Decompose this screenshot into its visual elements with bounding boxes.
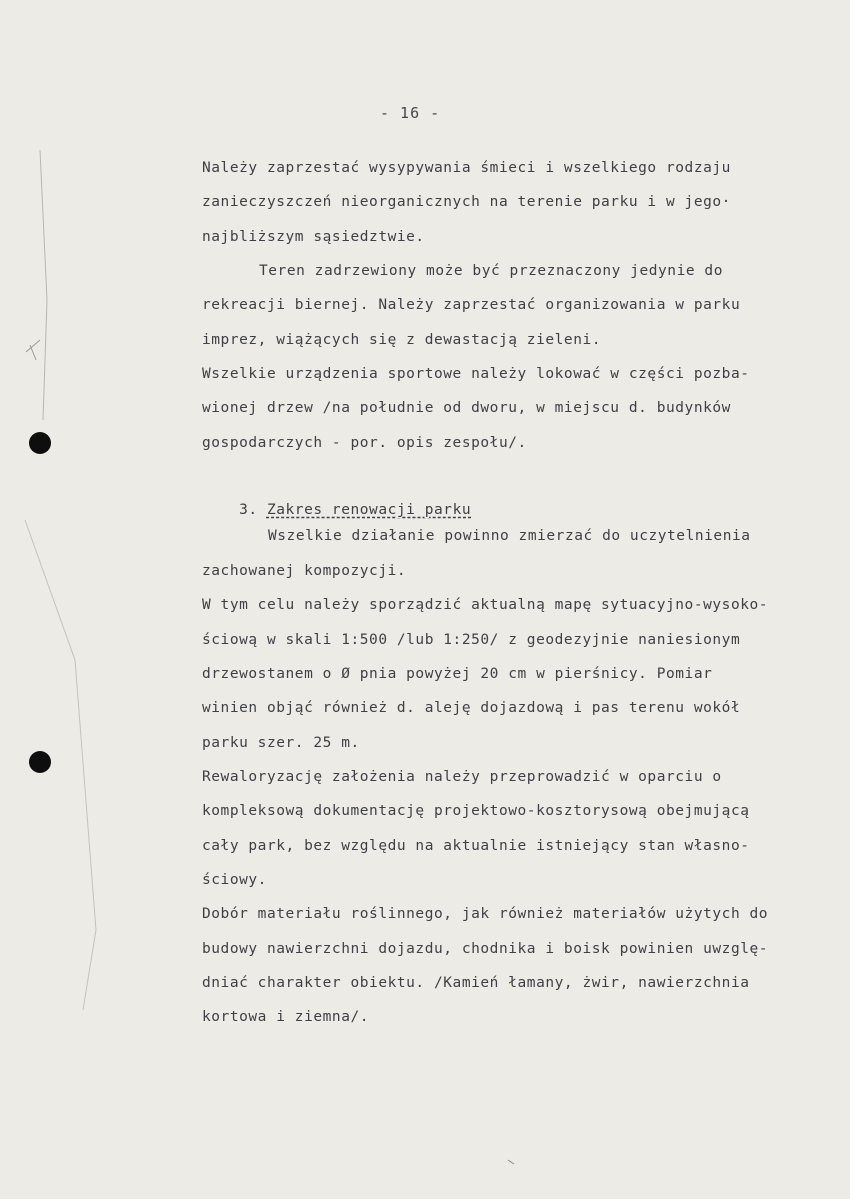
text-line: cały park, bez względu na aktualnie istniejący stan własno- xyxy=(202,838,750,854)
section-title: Zakres renowacji parku xyxy=(266,502,472,518)
text-line: gospodarczych - por. opis zespołu/. xyxy=(202,435,527,451)
text-line: Dobór materiału roślinnego, jak również materiałów użytych do xyxy=(202,906,769,922)
section-heading xyxy=(202,486,471,534)
text-line: kortowa i ziemna/. xyxy=(202,1009,370,1025)
text-line: ściowy. xyxy=(202,872,267,888)
text-line: dniać charakter obiektu. /Kamień łamany, żwir, nawierzchnia xyxy=(202,975,750,991)
text-line: winien objąć również d. aleję dojazdową i pas terenu wokół xyxy=(202,700,741,716)
text-line: zachowanej kompozycji. xyxy=(202,563,407,579)
text-line: Wszelkie urządzenia sportowe należy lokować w części pozba- xyxy=(202,366,750,382)
text-line: parku szer. 25 m. xyxy=(202,735,360,751)
text-line: rekreacji biernej. Należy zaprzestać organizowania w parku xyxy=(202,297,741,313)
text-line: ściową w skali 1:500 /lub 1:250/ z geodezyjnie naniesionym xyxy=(202,632,741,648)
text-line: W tym celu należy sporządzić aktualną mapę sytuacyjno-wysoko- xyxy=(202,597,769,613)
text-line: Należy zaprzestać wysypywania śmieci i wszelkiego rodzaju xyxy=(202,160,731,176)
text-line: najbliższym sąsiedztwie. xyxy=(202,229,425,245)
text-line: imprez, wiążących się z dewastacją zieleni. xyxy=(202,332,602,348)
punch-hole-top xyxy=(29,432,51,454)
section-number: 3. xyxy=(239,502,258,518)
text-line: wionej drzew /na południe od dworu, w miejscu d. budynków xyxy=(202,400,731,416)
text-line: kompleksową dokumentację projektowo-kosztorysową obejmującą xyxy=(202,803,750,819)
page-number: - 16 - xyxy=(380,104,441,122)
text-line: budowy nawierzchni dojazdu, chodnika i boisk powinien uwzglę- xyxy=(202,941,769,957)
text-line: drzewostanem o Ø pnia powyżej 20 cm w pierśnicy. Pomiar xyxy=(202,666,713,682)
text-line: Teren zadrzewiony może być przeznaczony jedynie do xyxy=(259,263,723,279)
text-line: zanieczyszczeń nieorganicznych na terenie parku i w jego· xyxy=(202,194,731,210)
text-line: Rewaloryzację założenia należy przeprowadzić w oparciu o xyxy=(202,769,722,785)
text-line: Wszelkie działanie powinno zmierzać do uczytelnienia xyxy=(268,528,751,544)
punch-hole-bottom xyxy=(29,751,51,773)
